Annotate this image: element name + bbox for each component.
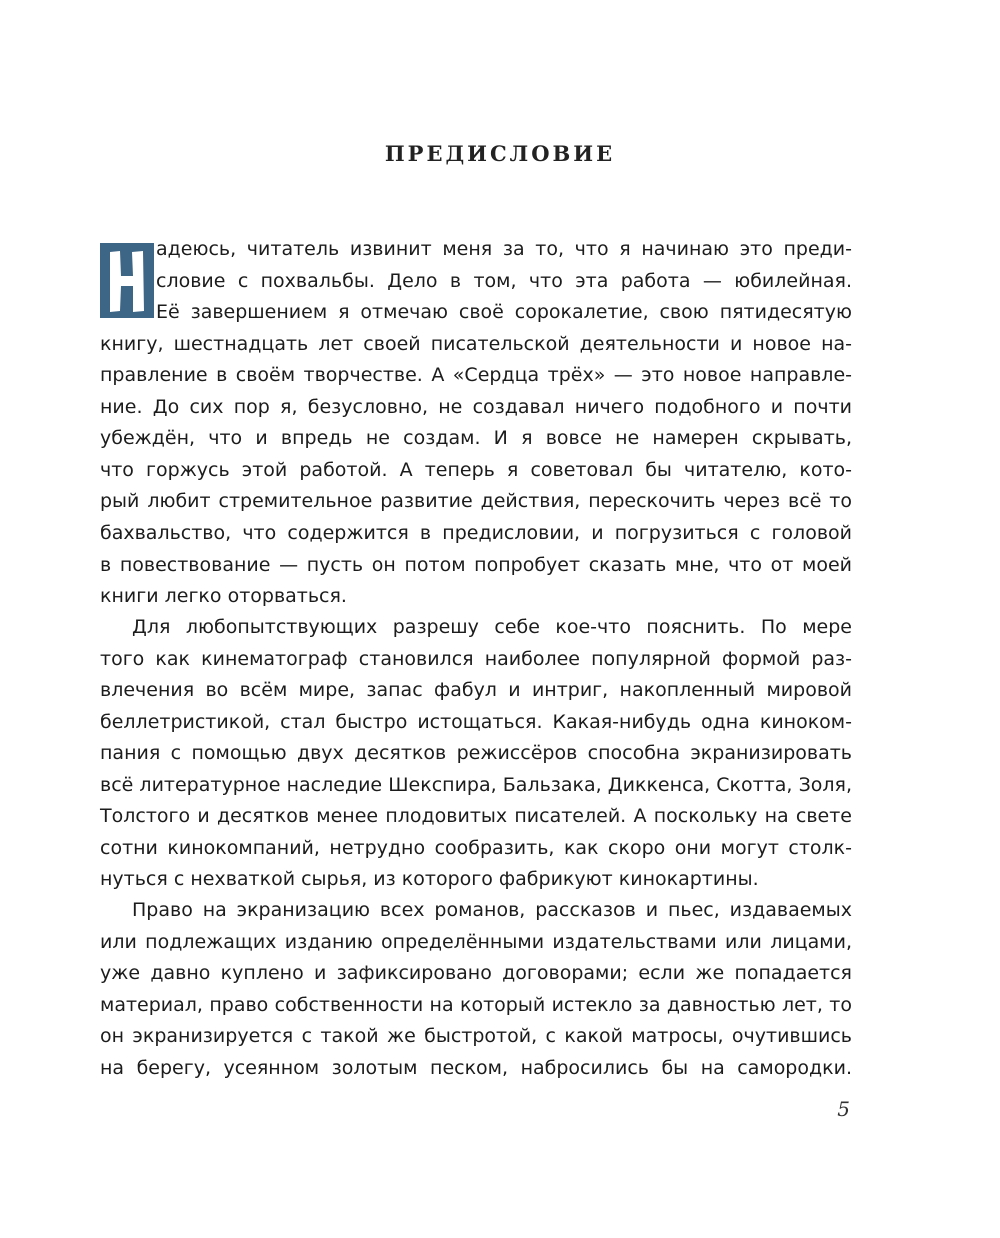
text-line: книги легко оторваться. (100, 585, 347, 607)
chapter-title: ПРЕДИСЛОВИЕ (384, 141, 616, 166)
text-line: убеждён, что и впредь не создам. И я вовсе не намерен скрывать, (100, 427, 852, 449)
text-line: материал, право собственности на который истекло за давностью лет, то (100, 994, 852, 1016)
text-line: что горжусь этой работой. А теперь я советовал бы читателю, кото- (100, 459, 852, 481)
text-line: беллетристикой, стал быстро истощаться. Какая-нибудь одна киноком- (100, 711, 852, 733)
text-line: на берегу, усеянном золотым песком, набросились бы на самородки. (100, 1057, 852, 1079)
text-line: или подлежащих изданию определёнными издательствами или лицами, (100, 931, 852, 953)
text-line: бахвальство, что содержится в предисловии, и погрузиться с головой (100, 522, 852, 544)
text-line: Для любопытствующих разрешу себе кое-что пояснить. По мере (132, 616, 852, 638)
text-line: правление в своём творчестве. А «Сердца трёх» — это новое направле- (100, 364, 852, 386)
text-line: ние. До сих пор я, безусловно, не создавал ничего подобного и почти (100, 396, 852, 418)
text-line: нуться с нехваткой сырья, из которого фабрикуют кинокартины. (100, 868, 759, 890)
text-line: книгу, шестнадцать лет своей писательской деятельности и новое на- (100, 333, 852, 355)
text-line: Её завершением я отмечаю своё сорокалетие, свою пятидесятую (156, 301, 852, 323)
page-number: 5 (837, 1097, 850, 1121)
text-line: влечения во всём мире, запас фабул и интриг, накопленный мировой (100, 679, 852, 701)
drop-cap (100, 243, 154, 318)
text-line: в повествование — пусть он потом попробует сказать мне, что от моей (100, 554, 852, 576)
text-line: адеюсь, читатель извинит меня за то, что я начинаю это преди- (156, 238, 852, 260)
text-line: он экранизируется с такой же быстротой, с какой матросы, очутившись (100, 1025, 852, 1047)
text-line: Право на экранизацию всех романов, рассказов и пьес, издаваемых (132, 899, 852, 921)
text-line: сотни кинокомпаний, нетрудно сообразить, как скоро они могут столк- (100, 837, 852, 859)
text-line: пания с помощью двух десятков режиссёров способна экранизировать (100, 742, 852, 764)
text-line: рый любит стремительное развитие действия, перескочить через всё то (100, 490, 852, 512)
text-line: всё литературное наследие Шекспира, Бальзака, Диккенса, Скотта, Золя, (100, 774, 852, 796)
text-line: словие с похвальбы. Дело в том, что эта работа — юбилейная. (156, 270, 852, 292)
text-line: уже давно куплено и зафиксировано договорами; если же попадается (100, 962, 852, 984)
text-line: того как кинематограф становился наиболее популярной формой раз- (100, 648, 852, 670)
drop-cap-letter-icon (107, 249, 147, 313)
text-line: Толстого и десятков менее плодовитых писателей. А поскольку на свете (100, 805, 852, 827)
